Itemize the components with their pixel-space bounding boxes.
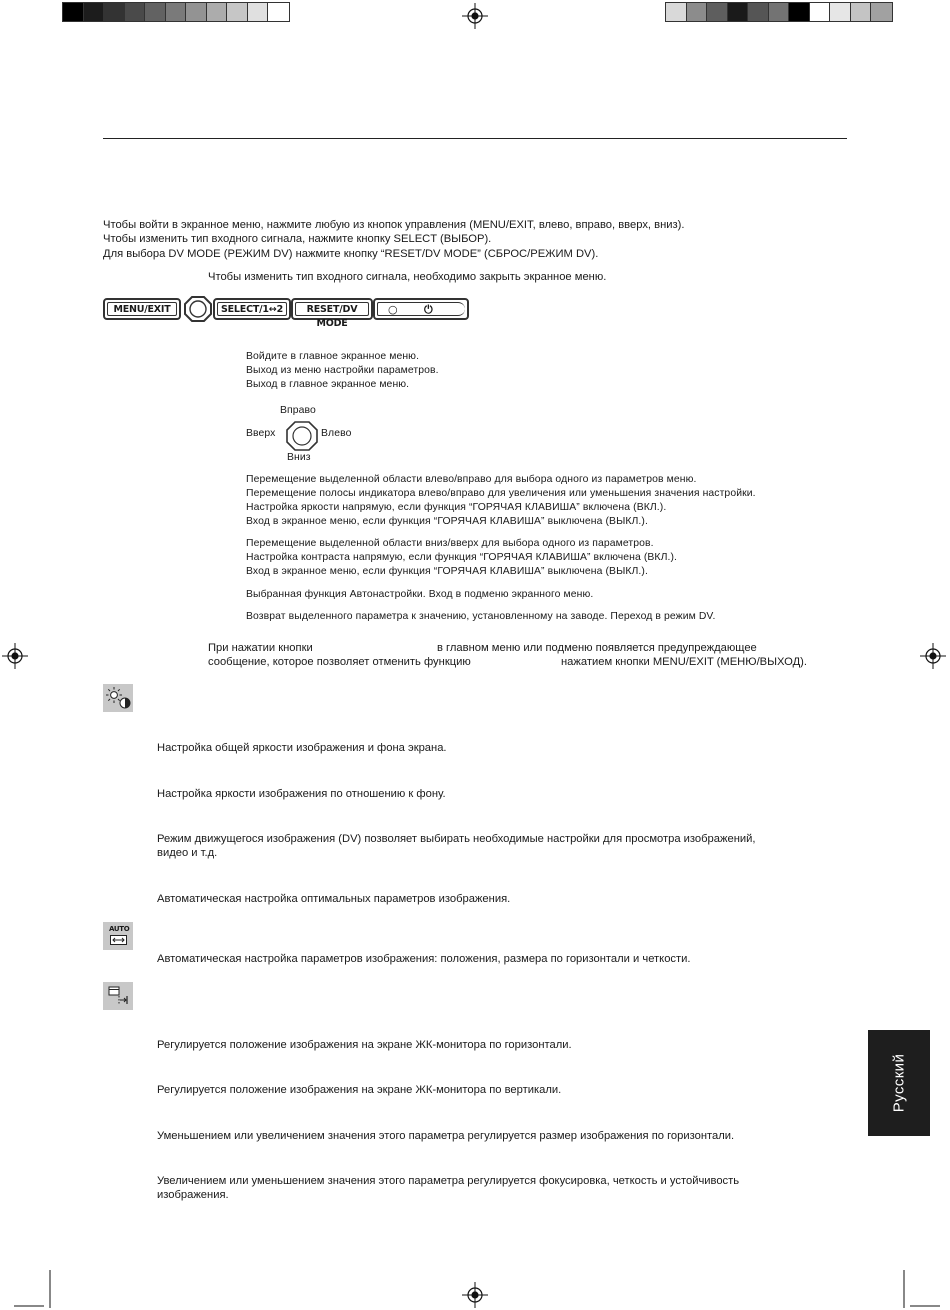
- brightness-item: Настройка общей яркости изображения и фона экрана.: [157, 742, 447, 754]
- position-icon: [103, 982, 133, 1010]
- auto-adjust-glyph: [110, 935, 127, 945]
- calibration-swatch: [207, 3, 228, 21]
- brightness-contrast-glyph: [103, 684, 133, 712]
- intro-line: Чтобы войти в экранное меню, нажмите любую из кнопок управления (MENU/EXIT, влево, вправо, вверх, вниз).: [103, 219, 685, 231]
- position-glyph: [103, 982, 133, 1010]
- calibration-swatch: [707, 3, 728, 21]
- reset-description: Возврат выделенного параметра к значению, установленному на заводе. Переход в режим DV.: [246, 611, 716, 622]
- calibration-swatch: [248, 3, 269, 21]
- fine-line: изображения.: [157, 1189, 229, 1202]
- calibration-swatch: [186, 3, 207, 21]
- dpad-label-left: Влево: [321, 428, 352, 439]
- warning-l1-part2: в главном меню или подменю появляется предупреждающее: [437, 642, 757, 654]
- power-panel: [373, 298, 469, 320]
- warning-l1-part1: При нажатии кнопки: [208, 642, 313, 654]
- registration-mark-icon: [920, 643, 946, 669]
- dpad-label-right: Вправо: [280, 405, 316, 416]
- select-button[interactable]: [213, 298, 291, 320]
- calibration-swatch: [104, 3, 125, 21]
- menu-exit-label: MENU/EXIT: [107, 302, 177, 316]
- auto-adjust-item: Автоматическая настройка параметров изображения: положения, размера по горизонтали и четкости.: [157, 953, 691, 965]
- lr-desc-line: Настройка яркости напрямую, если функция “ГОРЯЧАЯ КЛАВИША” включена (ВКЛ.).: [246, 502, 667, 513]
- brightness-contrast-icon: [103, 684, 133, 712]
- calibration-bar-left: [62, 2, 290, 22]
- ud-desc-line: Настройка контраста напрямую, если функция “ГОРЯЧАЯ КЛАВИША” включена (ВКЛ.).: [246, 552, 678, 563]
- registration-mark-icon: [462, 3, 488, 29]
- dv-mode-line: Режим движущегося изображения (DV) позволяет выбирать необходимые настройки для просмотра изображений,: [157, 833, 756, 845]
- dpad-label-up: Вверх: [246, 428, 276, 439]
- calibration-swatch: [851, 3, 872, 21]
- calibration-swatch: [871, 3, 892, 21]
- auto-label: AUTO: [109, 925, 130, 933]
- h-position-item: Регулируется положение изображения на экране ЖК-монитора по горизонтали.: [157, 1039, 572, 1051]
- language-tab: [868, 1030, 930, 1136]
- dv-mode-item: [157, 832, 756, 861]
- calibration-swatch: [166, 3, 187, 21]
- menu-desc-line: Войдите в главное экранное меню.: [246, 351, 420, 362]
- crop-mark-icon: [900, 1270, 940, 1308]
- intro-block: [103, 218, 684, 261]
- header-rule: [103, 138, 847, 139]
- dpad-diagram-icon: [285, 420, 319, 452]
- calibration-swatch: [687, 3, 708, 21]
- left-right-description: [246, 473, 756, 529]
- circle-button[interactable]: ○: [388, 303, 398, 316]
- fine-item: [157, 1174, 739, 1203]
- calibration-swatch: [830, 3, 851, 21]
- reset-dv-mode-label: RESET/DV MODE: [295, 302, 369, 316]
- auto-adjust-icon: [103, 922, 133, 950]
- calibration-swatch: [125, 3, 146, 21]
- v-position-item: Регулируется положение изображения на экране ЖК-монитора по вертикали.: [157, 1084, 562, 1096]
- ud-desc-line: Перемещение выделенной области вниз/вверх для выбора одного из параметров.: [246, 538, 654, 549]
- intro-line: Чтобы изменить тип входного сигнала, нажмите кнопку SELECT (ВЫБОР).: [103, 233, 492, 246]
- calibration-swatch: [748, 3, 769, 21]
- reset-dv-mode-button[interactable]: [291, 298, 373, 329]
- contrast-item: Настройка яркости изображения по отношению к фону.: [157, 788, 446, 800]
- dv-mode-line: видео и т.д.: [157, 847, 218, 860]
- dpad-icon[interactable]: [183, 295, 213, 323]
- crop-mark-icon: [14, 1270, 54, 1308]
- select-description: Выбранная функция Автонастройки. Вход в подменю экранного меню.: [246, 589, 594, 600]
- menu-exit-description: [246, 350, 439, 392]
- calibration-swatch: [84, 3, 105, 21]
- dpad-label-down: Вниз: [287, 452, 311, 463]
- up-down-description: [246, 537, 677, 579]
- registration-mark-icon: [462, 1282, 488, 1308]
- lr-desc-line: Вход в экранное меню, если функция “ГОРЯЧАЯ КЛАВИША” выключена (ВЫКЛ.).: [246, 516, 648, 527]
- calibration-swatch: [728, 3, 749, 21]
- lr-desc-line: Перемещение полосы индикатора влево/вправо для увеличения или уменьшения значения настройки.: [246, 488, 756, 499]
- h-size-item: Уменьшением или увеличением значения этого параметра регулируется размер изображения по горизонтали.: [157, 1130, 735, 1142]
- power-button[interactable]: ⏻: [424, 303, 433, 316]
- menu-desc-line: Выход в главное экранное меню.: [246, 379, 410, 390]
- calibration-swatch: [145, 3, 166, 21]
- calibration-bar-right: [665, 2, 893, 22]
- language-tab-label: Русский: [890, 1053, 908, 1113]
- calibration-swatch: [789, 3, 810, 21]
- fine-line: Увеличением или уменьшением значения этого параметра регулируется фокусировка, четкость и устойчивость: [157, 1175, 740, 1187]
- control-panel: [103, 298, 469, 329]
- menu-desc-line: Выход из меню настройки параметров.: [246, 365, 439, 376]
- intro-line: Для выбора DV MODE (РЕЖИМ DV) нажмите кнопку “RESET/DV MODE” (СБРОС/РЕЖИМ DV).: [103, 247, 599, 260]
- calibration-swatch: [769, 3, 790, 21]
- power-panel-inner: [377, 302, 465, 316]
- calibration-swatch: [268, 3, 289, 21]
- menu-exit-button[interactable]: [103, 298, 181, 320]
- calibration-swatch: [227, 3, 248, 21]
- select-label: SELECT/1↔2: [217, 302, 287, 316]
- lr-desc-line: Перемещение выделенной области влево/вправо для выбора одного из параметров меню.: [246, 474, 697, 485]
- intro-note: Чтобы изменить тип входного сигнала, необходимо закрыть экранное меню.: [208, 271, 607, 283]
- calibration-swatch: [666, 3, 687, 21]
- warning-l2-part1: сообщение, которое позволяет отменить функцию: [208, 656, 471, 668]
- ud-desc-line: Вход в экранное меню, если функция “ГОРЯЧАЯ КЛАВИША” выключена (ВЫКЛ.).: [246, 566, 648, 577]
- calibration-swatch: [810, 3, 831, 21]
- calibration-swatch: [63, 3, 84, 21]
- registration-mark-icon: [2, 643, 28, 669]
- auto-contrast-item: Автоматическая настройка оптимальных параметров изображения.: [157, 893, 511, 905]
- warning-l2-part2: нажатием кнопки MENU/EXIT (МЕНЮ/ВЫХОД).: [561, 656, 807, 668]
